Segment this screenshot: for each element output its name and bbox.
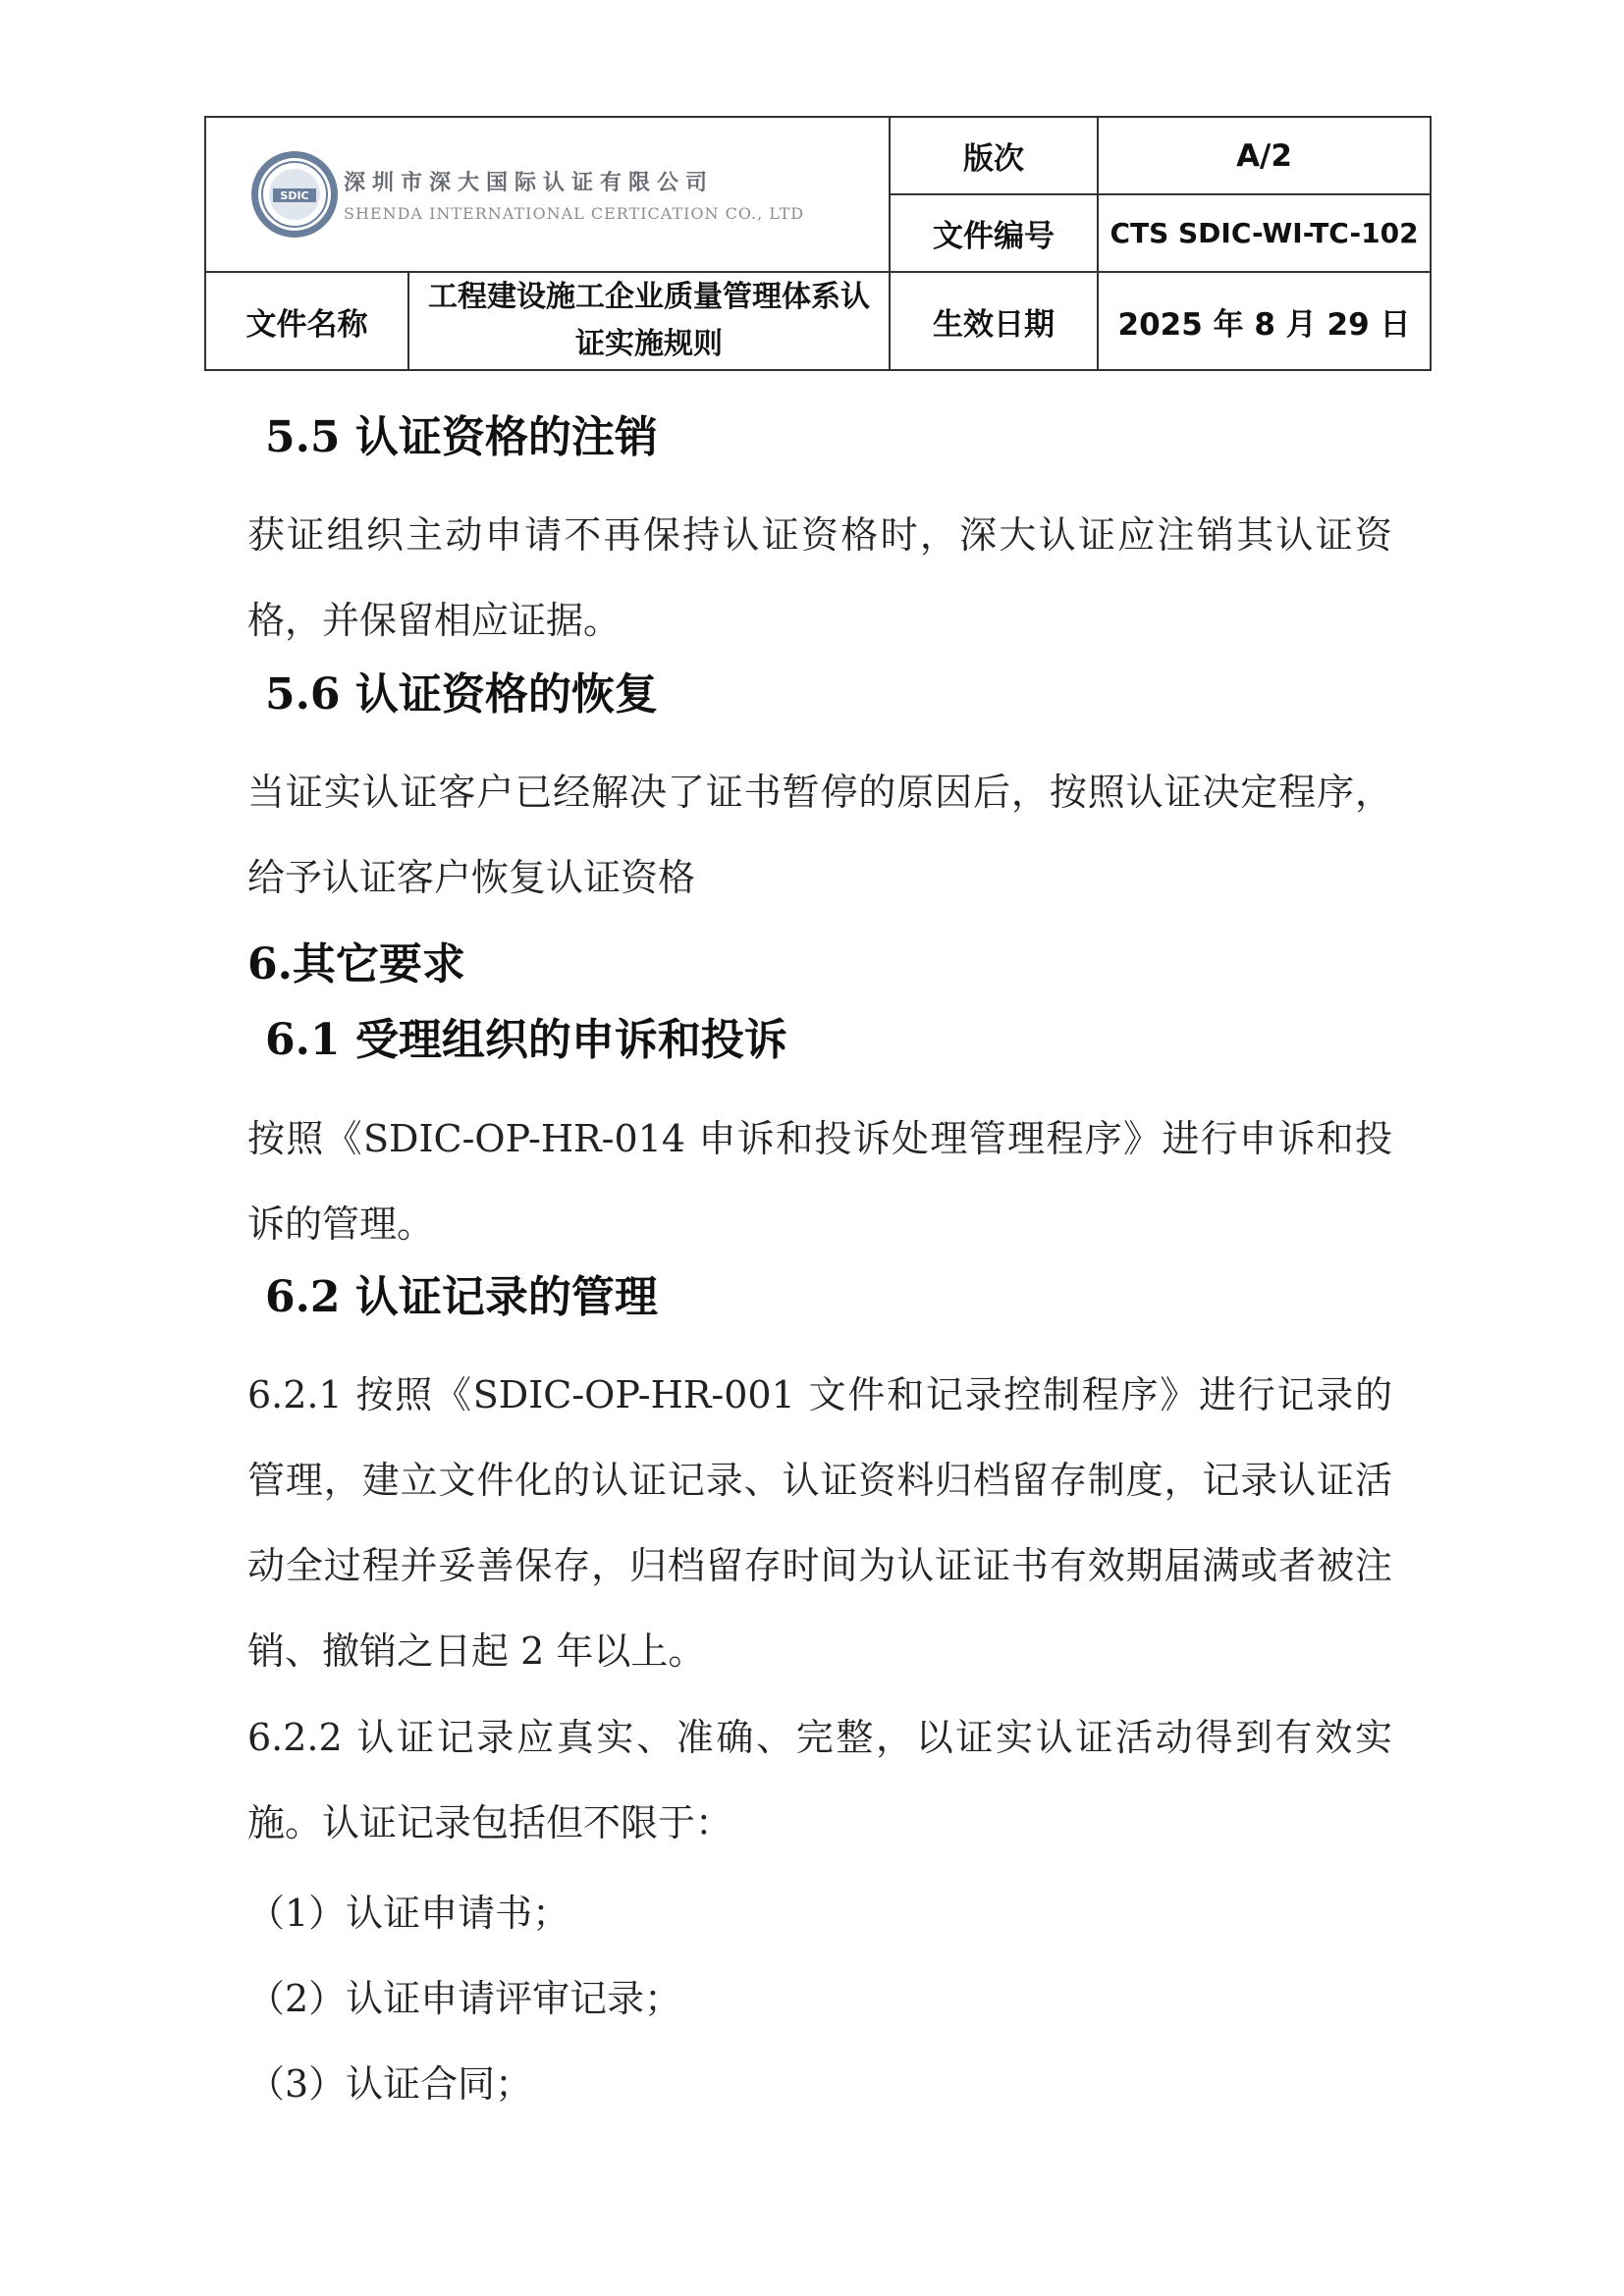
list-item: （2）认证申请评审记录； xyxy=(247,1977,682,2020)
section-6-2-1-body: 6.2.1 按照《SDIC-OP-HR-001 文件和记录控制程序》进行记录的管理，建立文件化的认证记录、认证资料归档留存制度，记录认证活动全过程并妥善保存，归档留存时间为认证证书有效期届满或者被注销、撤销之日起 2 年以上。 xyxy=(247,1373,1392,1673)
effective-date-value: 2025 年 8 月 29 日 xyxy=(1098,272,1431,370)
section-6-1-heading: 6.1 受理组织的申诉和投诉 xyxy=(265,1015,787,1065)
doc-name-label: 文件名称 xyxy=(205,272,408,370)
version-label: 版次 xyxy=(890,117,1098,194)
doc-number-value: CTS SDIC-WI-TC-102 xyxy=(1098,194,1431,272)
list-item: （3）认证合同； xyxy=(247,2062,533,2106)
version-value: A/2 xyxy=(1098,117,1431,194)
company-logo xyxy=(206,149,889,240)
doc-name-value: 工程建设施工企业质量管理体系认证实施规则 xyxy=(428,280,870,361)
doc-number-label: 文件编号 xyxy=(890,194,1098,272)
section-6-heading: 6.其它要求 xyxy=(247,939,465,989)
sdic-emblem-icon xyxy=(249,149,340,240)
company-logo-cell xyxy=(205,117,890,272)
logo-text: SDIC xyxy=(280,189,309,202)
document-header-table xyxy=(204,116,1432,371)
effective-date-label: 生效日期 xyxy=(890,272,1098,370)
section-6-2-2-body: 6.2.2 认证记录应真实、准确、完整，以证实认证活动得到有效实施。认证记录包括但不限于： xyxy=(247,1716,1392,1844)
section-5-5-heading: 5.5 认证资格的注销 xyxy=(265,412,658,462)
company-name-cn: 深圳市深大国际认证有限公司 xyxy=(344,171,715,195)
doc-name-cell xyxy=(408,272,890,370)
section-5-6-body: 当证实认证客户已经解决了证书暂停的原因后，按照认证决定程序，给予认证客户恢复认证资格 xyxy=(247,771,1392,899)
list-item: （1）认证申请书； xyxy=(247,1892,570,1935)
section-5-6-heading: 5.6 认证资格的恢复 xyxy=(265,669,658,720)
section-6-2-heading: 6.2 认证记录的管理 xyxy=(265,1272,658,1322)
section-6-1-body: 按照《SDIC-OP-HR-014 申诉和投诉处理管理程序》进行申诉和投诉的管理。 xyxy=(247,1117,1392,1246)
section-5-5-body: 获证组织主动申请不再保持认证资格时，深大认证应注销其认证资格，并保留相应证据。 xyxy=(247,513,1392,642)
company-name-en: SHENDA INTERNATIONAL CERTICATION CO., LTD xyxy=(344,204,805,223)
